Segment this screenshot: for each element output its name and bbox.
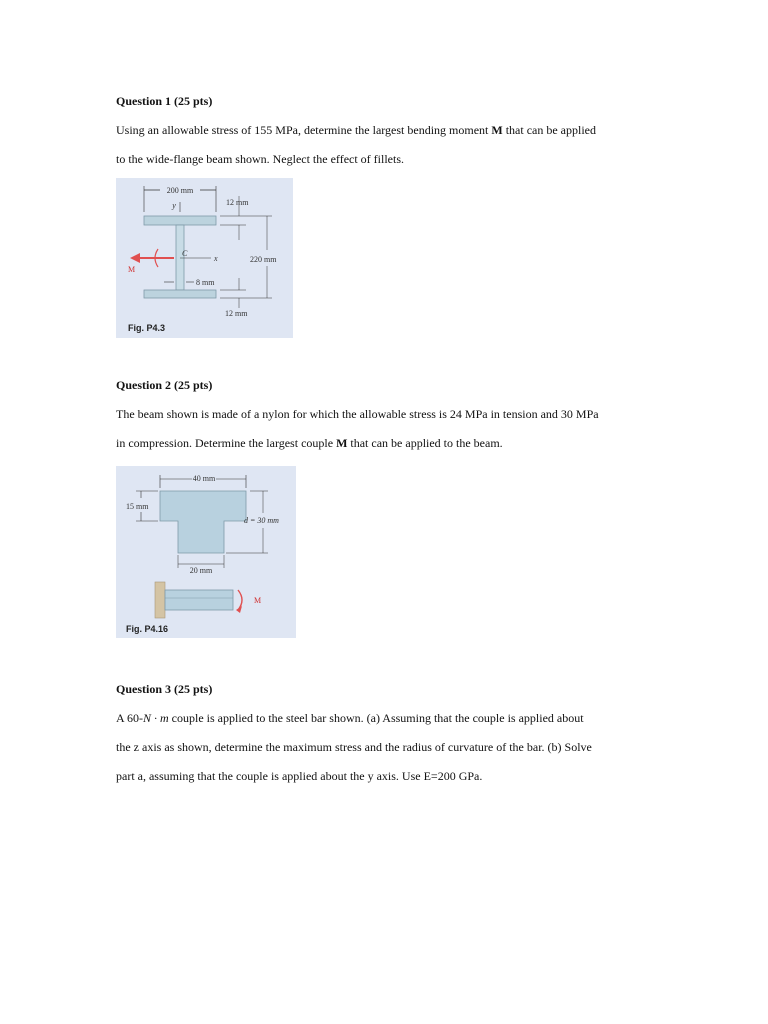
beam-side-view <box>165 590 233 610</box>
depth-label: d = 30 mm <box>244 516 279 525</box>
question-3-line-2: the z axis as shown, determine the maximum stress and the radius of curvature of the bar. (b) Solve <box>116 740 592 754</box>
question-2-line-2: in compression. Determine the largest couple M that can be applied to the beam. <box>116 436 503 450</box>
bottom-flange <box>144 290 216 298</box>
top-width-label: 40 mm <box>192 474 216 483</box>
question-3-title: Question 3 (25 pts) <box>116 682 213 696</box>
top-flange <box>144 216 216 225</box>
question-2-title: Question 2 (25 pts) <box>116 378 213 392</box>
figure-p4-16 <box>116 466 296 638</box>
width-dimension-label: 200 mm <box>166 186 194 195</box>
question-3-line-1: A 60-N · m couple is applied to the steel bar shown. (a) Assuming that the couple is applied about <box>116 711 584 725</box>
web-thickness-label: 8 mm <box>196 278 215 287</box>
figure-p4-3 <box>116 178 293 338</box>
question-2-line-1: The beam shown is made of a nylon for which the allowable stress is 24 MPa in tension and 30 MPa <box>116 407 599 421</box>
x-axis-label: x <box>214 254 218 263</box>
depth-label: 220 mm <box>250 255 277 264</box>
wall-support <box>155 582 165 618</box>
y-axis-label: y <box>172 201 176 210</box>
bottom-flange-thickness-label: 12 mm <box>225 309 248 318</box>
t-section <box>160 491 246 553</box>
question-1-line-2: to the wide-flange beam shown. Neglect the effect of fillets. <box>116 152 405 166</box>
moment-label: M <box>128 265 136 274</box>
question-1-title: Question 1 (25 pts) <box>116 94 213 108</box>
question-3-line-3: part a, assuming that the couple is applied about the y axis. Use E=200 GPa. <box>116 769 483 783</box>
centroid-label: C <box>182 249 188 258</box>
stem-width-label: 20 mm <box>189 566 213 575</box>
question-1-line-1: Using an allowable stress of 155 MPa, determine the largest bending moment M that can be applied <box>116 123 596 137</box>
figure-label: Fig. P4.3 <box>128 323 166 333</box>
figure-label: Fig. P4.16 <box>126 624 169 634</box>
flange-thickness-label: 15 mm <box>126 502 149 511</box>
moment-label: M <box>254 596 262 605</box>
top-flange-thickness-label: 12 mm <box>226 198 249 207</box>
